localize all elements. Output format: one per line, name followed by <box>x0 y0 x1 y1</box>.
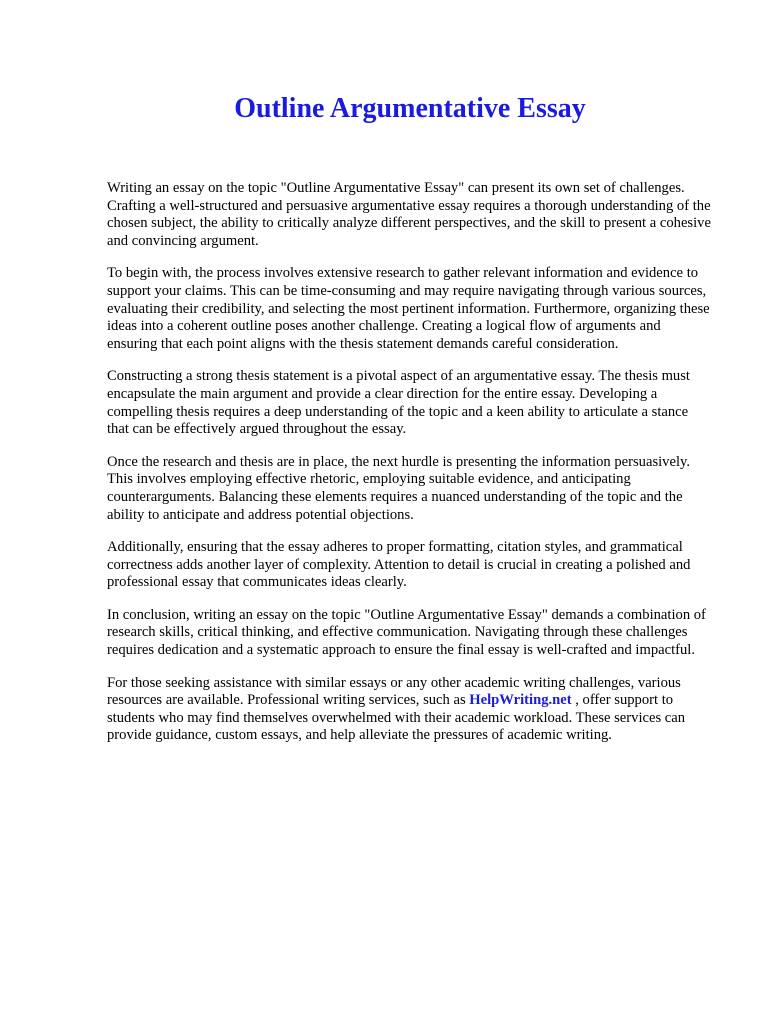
page-title: Outline Argumentative Essay <box>234 93 586 124</box>
document-body <box>107 180 712 760</box>
helpwriting-link[interactable]: HelpWriting.net <box>469 692 572 709</box>
paragraph-3: Constructing a strong thesis statement is a pivotal aspect of an argumentative essay. The thesis must encapsulate the main argument and provide a clear direction for the entire essay. Developing a compelling thesis requires a deep understanding of the topic and a keen ability to articulate a stance that can be effectively argued throughout the essay. <box>107 368 690 438</box>
paragraph-7-after-link: , offer support to students who may find themselves overwhelmed with their academic workload. These services can provide guidance, custom essays, and help alleviate the pressures of academic writing. <box>107 692 686 744</box>
paragraph-5: Additionally, ensuring that the essay adheres to proper formatting, citation styles, and grammatical correctness adds another layer of complexity. Attention to detail is crucial in creating a polished and professional essay that communicates ideas clearly. <box>107 539 691 591</box>
paragraph-7 <box>107 675 712 745</box>
paragraph-7-before-link: For those seeking assistance with similar essays or any other academic writing challenges, various resources are available. Professional writing services, such as <box>107 674 681 709</box>
paragraph-4: Once the research and thesis are in place, the next hurdle is presenting the information persuasively. This involves employing effective rhetoric, employing suitable evidence, and anticipating counterarguments. Balancing these elements requires a nuanced understanding of the topic and the ability to anticipate and address potential objections. <box>107 453 691 523</box>
paragraph-1: Writing an essay on the topic "Outline Argumentative Essay" can present its own set of challenges. Crafting a well-structured and persuasive argumentative essay requires a thorough understanding of the chosen subject, the ability to critically analyze different perspectives, and the skill to present a cohesive and convincing argument. <box>107 180 711 249</box>
paragraph-2: To begin with, the process involves extensive research to gather relevant information and evidence to support your claims. This can be time-consuming and may require navigating through various sources, evaluating their credibility, and selecting the most pertinent information. Furthermore, organizing these ideas into a coherent outline poses another challenge. Creating a logical flow of arguments and ensuring that each point aligns with the thesis statement demands careful consideration. <box>107 265 710 352</box>
paragraph-6: In conclusion, writing an essay on the topic "Outline Argumentative Essay" demands a combination of research skills, critical thinking, and effective communication. Navigating through these challenges requires dedication and a systematic approach to ensure the final essay is well-crafted and impactful. <box>107 606 706 659</box>
